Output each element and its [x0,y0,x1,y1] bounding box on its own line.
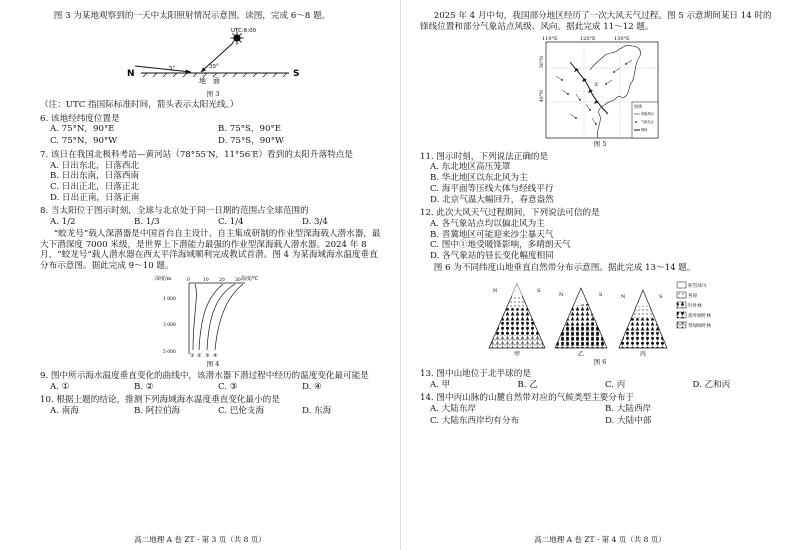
fig5-lon-120: 120°E [580,36,596,43]
intro-q9-10: “蛟龙号”载人深潜器是中国首台自主设计、自主集成研制的作业型深海载人潜水器，最大下潜深度 7000 米级，是世界上下潜能力最强的作业型深海载人潜水器。2024 年 8 月，“蛟龙号”载人潜水器在西太平洋海域顺利完成教试首潜。图 4 为某海域海水温度垂直分布示意图。据此完成 9～10 题。 [40,228,381,272]
intro-q6-8: 图 3 为某地观察到的一天中太阳照射情况示意图。读图，完成 6～8 题。 [53,11,331,21]
fig4-caption: 图 4 [206,359,220,368]
sun-icon [231,31,244,44]
fig6-legend-evergreen: 常绿阔叶林 [688,323,711,329]
fig4-temp-tick-0: 0 [187,277,190,283]
q6-option-a[interactable]: A. 75°N，90°E [50,124,115,135]
q10-stem: 10. 根据上题的结论，推测下列海域海水温度垂直变化最小的是 [40,395,280,406]
question-13 [420,369,780,390]
q7-option-a[interactable]: A. 日出东北，日落西北 [50,160,140,171]
fig3-angle-5: 5° [169,65,176,72]
figure-3 [113,24,313,90]
fig6-jia-n: N [493,287,498,294]
q6-option-b[interactable]: B. 75°S，90°E [218,124,281,135]
q13-stem: 13. 图中山地位于北半球的是 [420,368,531,379]
fig4-curve-1 [193,284,196,350]
fig3-caption: 图 3 [206,89,220,98]
q12-option-a[interactable]: A. 各气象站点均以偏北风为主 [430,219,545,229]
fig6-caption: 图 6 [593,357,607,366]
page-4 [400,0,800,550]
q10-option-d[interactable]: D. 东海 [302,406,332,417]
question-8 [40,206,386,227]
fig5-lon-130: 130°E [614,36,630,43]
q11-stem: 11. 图示时刻，下列说法正确的是 [420,151,549,162]
q14-option-d[interactable]: D. 大陆中部 [605,415,652,426]
q9-option-a[interactable]: A. ① [50,381,70,392]
fig6-bing-n: N [621,293,626,300]
figure-6 [485,276,715,358]
fig6-legend [677,282,711,329]
intro-q13-14: 图 6 为不同纬度山地垂直自然带分布示意图。据此完成 13～14 题。 [433,262,696,273]
fig4-depth-tick-5000: 5 000 [163,349,176,355]
fig4-depth-tick-3000: 3 000 [163,322,176,328]
q13-option-a[interactable]: A. 甲 [430,379,451,390]
fig5-legend-front: 锋线 [641,128,648,133]
figure-4 [153,274,273,360]
fig6-label-yi: 乙 [578,350,585,358]
q9-stem: 9. 图中所示海水温度垂直变化的曲线中，该潜水器下潜过程中经历的温度变化最可能是 [40,371,369,381]
fig4-temp-label: 温度/℃ [241,275,259,282]
question-7 [40,150,386,204]
q13-option-b[interactable]: B. 乙 [517,379,538,390]
fig4-curve-label-3: ③ [205,352,210,359]
fig4-curve-2 [199,284,223,350]
q10-option-c[interactable]: C. 巴伦支海 [218,406,265,417]
fig3-n-label: N [127,68,135,79]
figure-5 [536,34,664,140]
mountain-yi [545,288,615,348]
q13-option-c[interactable]: C. 丙 [605,379,626,390]
fig4-temp-tick-30: 30 [235,277,241,283]
fig3-angle-35: 35° [209,63,219,70]
q10-option-a[interactable]: A. 南海 [50,406,79,417]
fig4-depth-tick-1000: 1 000 [163,296,176,302]
fig5-stations [561,64,627,126]
question-12 [420,208,780,262]
q7-option-b[interactable]: B. 日出东南，日落西南 [50,171,140,182]
q8-stem: 8. 当太阳位于图示时刻，全球与北京处于同一日期的范围占全球范围的 [40,206,309,217]
page-4-footer: 高二地理 A 卷 ZT · 第 4 页（共 8 页） [534,534,666,544]
fig3-s-label: S [293,68,300,79]
question-6 [40,114,386,147]
fig3-note: （注：UTC 指国际标准时间，箭头表示太阳光线。） [40,99,239,110]
q11-option-d[interactable]: D. 北京气温大幅回升，春意盎然 [430,194,554,205]
fig6-label-bing: 丙 [640,350,647,358]
q12-stem: 12. 此次大风天气过程期间，下列说法可信的是 [420,208,600,219]
q6-option-d[interactable]: D. 75°S，90°W [218,136,284,147]
q14-option-c[interactable]: C. 大陆东西岸均有分布 [430,415,520,426]
q11-option-b[interactable]: B. 华北地区以东北风为主 [430,173,528,184]
q11-option-a[interactable]: A. 东北地区高压笼罩 [430,162,511,173]
fig6-yi-n: N [559,291,564,298]
question-11 [420,152,780,206]
q8-option-a[interactable]: A. 1/2 [50,217,76,228]
question-10 [40,395,386,416]
fig5-legend-wind: 风级风向 [641,112,654,117]
q11-option-c[interactable]: C. 海平面等压线大体与经线平行 [430,183,554,194]
q6-stem: 6. 该地经纬度位置是 [40,113,120,124]
sun-ray-5 [135,66,191,72]
intro-q11-12: 2025 年 4 月中旬，我国部分地区经历了一次大风天气过程。图 5 示意期间某日 14 时的锋线位置和部分气象站点风级、风向。据此完成 11～12 题。 [420,11,772,32]
question-9 [40,371,386,392]
fig4-curve-label-1: ① [190,352,195,359]
fig4-curve-label-4: ④ [213,352,218,359]
q9-option-b[interactable]: B. ② [134,381,154,392]
fig5-marker-1: ① [594,82,599,89]
q8-option-b[interactable]: B. 1/3 [134,217,160,228]
fig6-label-jia: 甲 [514,350,521,358]
page-3-footer: 高二地理 A 卷 ZT · 第 3 页（共 8 页） [134,534,266,544]
fig6-yi-s: S [599,291,603,298]
q8-option-c[interactable]: C. 1/4 [218,217,244,228]
question-14 [420,393,780,426]
fig6-legend-deciduous: 落叶阔叶林 [688,313,711,319]
fig5-legend-station: 气象站点 [641,120,654,125]
q10-option-b[interactable]: B. 阿拉伯海 [134,406,181,417]
fig3-ground-label: 地 面 [199,76,220,85]
fig3-utc-label: UTC:6:00 [231,27,257,34]
fig4-depth-label: 深度/m [155,275,172,282]
fig5-caption: 图 5 [593,140,607,149]
q13-option-d[interactable]: D. 乙和丙 [692,379,731,390]
q14-option-a[interactable]: A. 大陆东岸 [430,404,477,414]
fig4-curve-3 [207,284,235,350]
fig6-bing-s: S [659,293,663,300]
q6-option-c[interactable]: C. 75°N，90°W [50,136,118,147]
fig6-legend-tundra: 苔原 [688,293,698,299]
fig5-legend-title: 图例 [634,104,642,110]
fig5-lon-110: 110°E [542,36,558,43]
fig4-temp-tick-10: 10 [203,277,209,283]
sun-ray-5-arrow [186,69,192,73]
fig5-lat-50: 50°N [540,56,545,69]
q12-option-d[interactable]: D. 各气象站的昼长变化幅度相同 [430,251,554,262]
fig6-jia-s: S [537,287,541,294]
q12-option-b[interactable]: B. 晋冀地区可能迎来沙尘暴天气 [430,229,554,240]
q7-option-c[interactable]: C. 日出正北，日落正北 [50,182,140,192]
fig6-legend-conifer: 针叶林 [688,303,702,309]
q12-option-c[interactable]: C. 图中①地受暖锋影响，多晴朗天气 [430,240,571,251]
fig6-legend-snow: 积雪冰川 [688,283,707,289]
fig4-temp-tick-20: 20 [219,277,225,283]
fig5-wind-barbs [556,60,632,124]
q14-option-b[interactable]: B. 大陆西岸 [605,404,652,414]
fig4-curve-4 [215,284,243,350]
q9-option-c[interactable]: C. ③ [218,381,238,392]
q14-stem: 14. 图中丙山脉的山麓自然带对应的气候类型主要分布于 [420,393,635,404]
q8-option-d[interactable]: D. 3/4 [302,217,328,228]
q7-stem: 7. 该日在我国北极科考站—黄河站（78°55′N，11°56′E）看到的太阳升落特点是 [40,149,353,160]
q7-option-d[interactable]: D. 日出正南，日落正南 [50,192,140,203]
fig5-lat-40: 40°N [540,90,545,103]
q9-option-d[interactable]: D. ④ [302,381,322,392]
fig4-curve-label-2: ② [197,352,202,359]
